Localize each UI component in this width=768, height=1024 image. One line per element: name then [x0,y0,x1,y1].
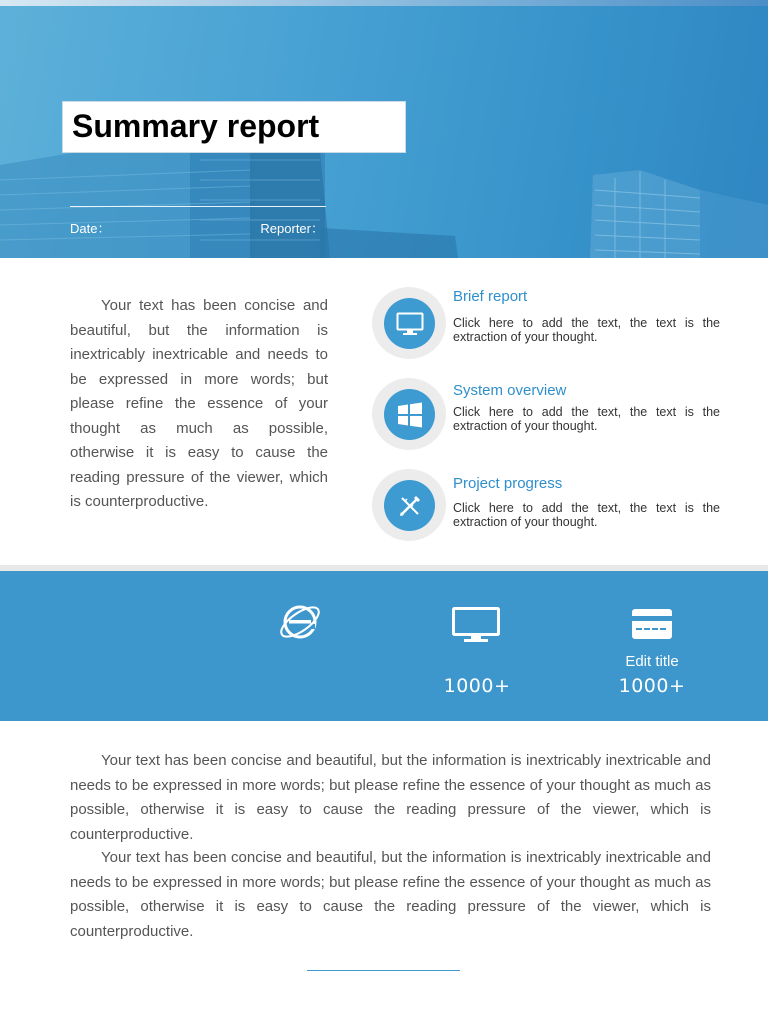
body-paragraph: Your text has been concise and beautiful, but the information is inextricably inextricable and needs to be expressed in more words; but please refine the essence of your thought as much as possible, otherwise it is easy to cause the reading pressure of the viewer, which is counterproductive. [70,752,711,843]
page-title: Summary report [72,108,320,144]
header-divider [70,206,326,207]
feature-project-progress [372,469,720,541]
icon-ring [372,378,446,450]
header-banner [0,0,768,258]
feature-description: Click here to add the text, the text is the extraction of your thought. [453,405,720,433]
intro-paragraph: Your text has been concise and beautiful, but the information is inextricably inextricable and needs to be expressed in more words; but please refine the essence of your thought as much as possible, otherwise it is easy to cause the reading pressure of the viewer, which is counterproductive. [70,297,328,510]
stats-band [0,571,768,721]
footer-divider [307,970,460,971]
feature-title: System overview [453,382,567,399]
monitor-icon [384,298,435,349]
monitor-icon [451,605,501,645]
feature-description: Click here to add the text, the text is the extraction of your thought. [453,501,720,529]
body-paragraph: Your text has been concise and beautiful, but the information is inextricably inextricable and needs to be expressed in more words; but please refine the essence of your thought as much as possible, otherwise it is easy to cause the reading pressure of the viewer, which is counterproductive. [70,849,711,940]
icon-ring [372,287,446,359]
internet-explorer-icon [276,600,324,644]
pencil-ruler-icon [384,480,435,531]
feature-system-overview [372,378,720,450]
icon-ring [372,469,446,541]
stat-value: 1000+ [443,675,511,697]
date-label: Date： [70,221,111,236]
windows-icon [384,389,435,440]
title-box [62,101,406,153]
feature-title: Project progress [453,475,563,492]
stat-caption: Edit title [625,653,679,670]
reporter-label: Reporter： [260,221,324,236]
feature-description: Click here to add the text, the text is the extraction of your thought. [453,316,720,344]
credit-card-icon [631,608,673,640]
stat-value: 1000+ [618,675,686,697]
feature-brief-report [372,287,720,359]
feature-title: Brief report [453,288,528,305]
